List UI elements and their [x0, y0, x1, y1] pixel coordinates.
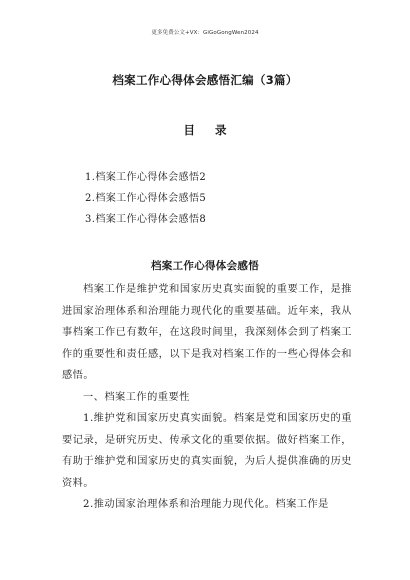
header-note: 更多免费公文+VX：GiGoGongWen2024	[151, 30, 259, 36]
body-text	[62, 279, 352, 516]
paragraph: 1.维护党和国家历史真实面貌。档案是党和国家历史的重要记录，是研究历史、传承文化的重要依据。做好档案工作，有助于维护党和国家历史的真实面貌，为后人提供准确的历史资料。	[62, 413, 352, 489]
toc-item[interactable]: 2.档案工作心得体会感悟5	[85, 193, 207, 204]
subheading: 一、档案工作的重要性	[83, 391, 190, 403]
document-title: 档案工作心得体会感悟汇编（3篇）	[112, 73, 298, 87]
paragraph: 档案工作是维护党和国家历史真实面貌的重要工作，是推进国家治理体系和治理能力现代化的重要基础。近年来，我从事档案工作已有数年，在这段时间里，我深刻体会到了档案工作的重要性和责任感，以下是我对档案工作的一些心得体会和感悟。	[62, 284, 352, 381]
toc-item[interactable]: 1.档案工作心得体会感悟2	[85, 172, 207, 183]
table-of-contents	[85, 167, 206, 230]
toc-heading: 目 录	[183, 123, 235, 137]
paragraph: 2.推动国家治理体系和治理能力现代化。档案工作是	[83, 499, 329, 510]
toc-item[interactable]: 3.档案工作心得体会感悟8	[85, 214, 207, 225]
section-title: 档案工作心得体会感悟	[151, 260, 259, 272]
